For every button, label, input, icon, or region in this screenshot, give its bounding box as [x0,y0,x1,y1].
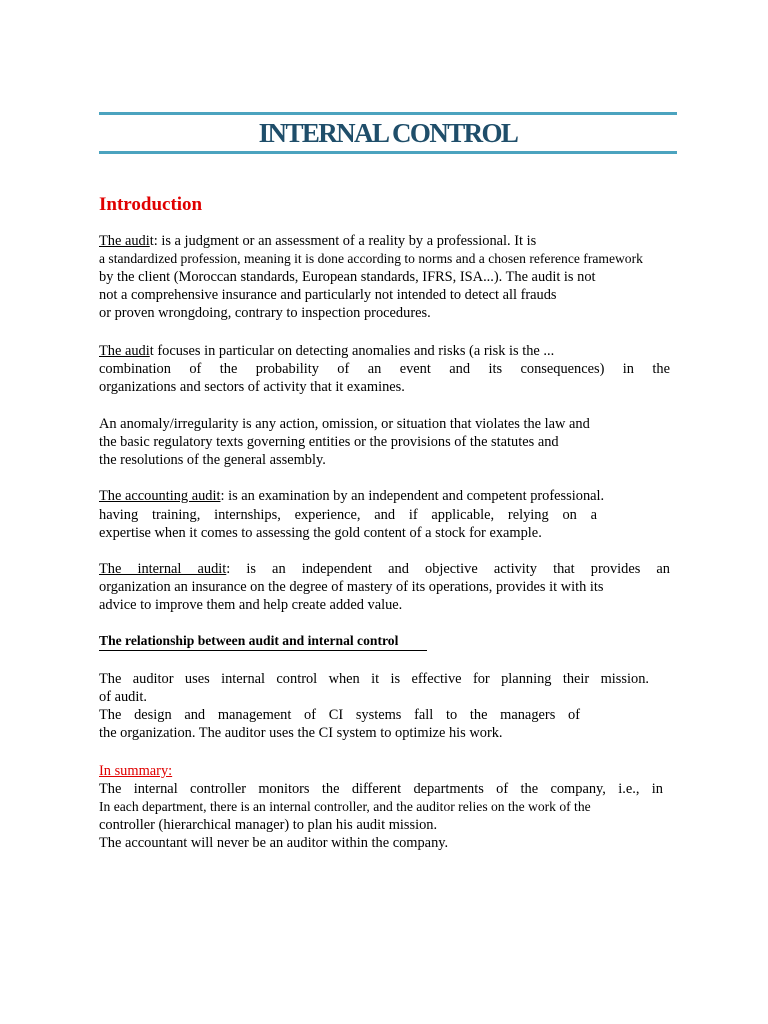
section-heading-introduction: Introduction [99,194,203,215]
internal-audit-term: The internal audit [99,561,227,577]
paragraph7-line1: The internal controller monitors the different departments of the company, i.e., in [99,781,663,797]
paragraph3-line3: the resolutions of the general assembly. [99,452,326,468]
paragraph1-line4: not a comprehensive insurance and particularly not intended to detect all frauds [99,287,557,303]
paragraph4-line3: expertise when it comes to assessing the gold content of a stock for example. [99,525,542,541]
subheading-relationship: The relationship between audit and internal control [99,633,399,648]
paragraph4-line2: having training, internships, experience, and if applicable, relying on a [99,507,597,523]
paragraph7-line2: In each department, there is an internal controller, and the auditor relies on the work of the [99,799,591,814]
paragraph6-line2: of audit. [99,689,147,705]
audit-term: The audi [99,233,150,249]
paragraph1-line5: or proven wrongdoing, contrary to inspection procedures. [99,305,431,321]
paragraph2-line3: organizations and sectors of activity that it examines. [99,379,405,395]
paragraph1-line1: The audit: is a judgment or an assessment of a reality by a professional. It is [99,233,537,249]
paragraph5-line1: The internal audit: is an independent and objective activity that provides an [99,561,670,577]
summary-label: In summary: [99,763,173,779]
paragraph5-line3: advice to improve them and help create added value. [99,597,403,613]
paragraph6-line4: the organization. The auditor uses the CI system to optimize his work. [99,725,503,741]
paragraph2-line2: combination of the probability of an event and its consequences) in the [99,361,670,377]
accounting-audit-term: The accounting audit [99,488,221,504]
document-title: INTERNAL CONTROL [258,118,518,148]
paragraph4-line1: The accounting audit: is an examination by an independent and competent professional. [99,488,605,504]
paragraph5-line2: organization an insurance on the degree of mastery of its operations, provides it with its [99,579,604,595]
paragraph7-line4: The accountant will never be an auditor within the company. [99,835,449,851]
paragraph2-line1: The audit focuses in particular on detecting anomalies and risks (a risk is the ... [99,343,555,359]
title-bottom-rule [99,151,677,154]
audit-term: The audi [99,343,150,359]
paragraph3-line1: An anomaly/irregularity is any action, omission, or situation that violates the law and [99,416,590,432]
title-top-rule [99,112,677,115]
paragraph6-line3: The design and management of CI systems fall to the managers of [99,707,580,723]
subheading-underline [99,650,427,651]
paragraph1-line3: by the client (Moroccan standards, European standards, IFRS, ISA...). The audit is not [99,269,596,285]
paragraph1-line2: a standardized profession, meaning it is done according to norms and a chosen reference framework [99,251,643,266]
paragraph7-line3: controller (hierarchical manager) to plan his audit mission. [99,817,438,833]
paragraph3-line2: the basic regulatory texts governing entities or the provisions of the statutes and [99,434,559,450]
paragraph6-line1: The auditor uses internal control when it is effective for planning their mission. [99,671,649,687]
